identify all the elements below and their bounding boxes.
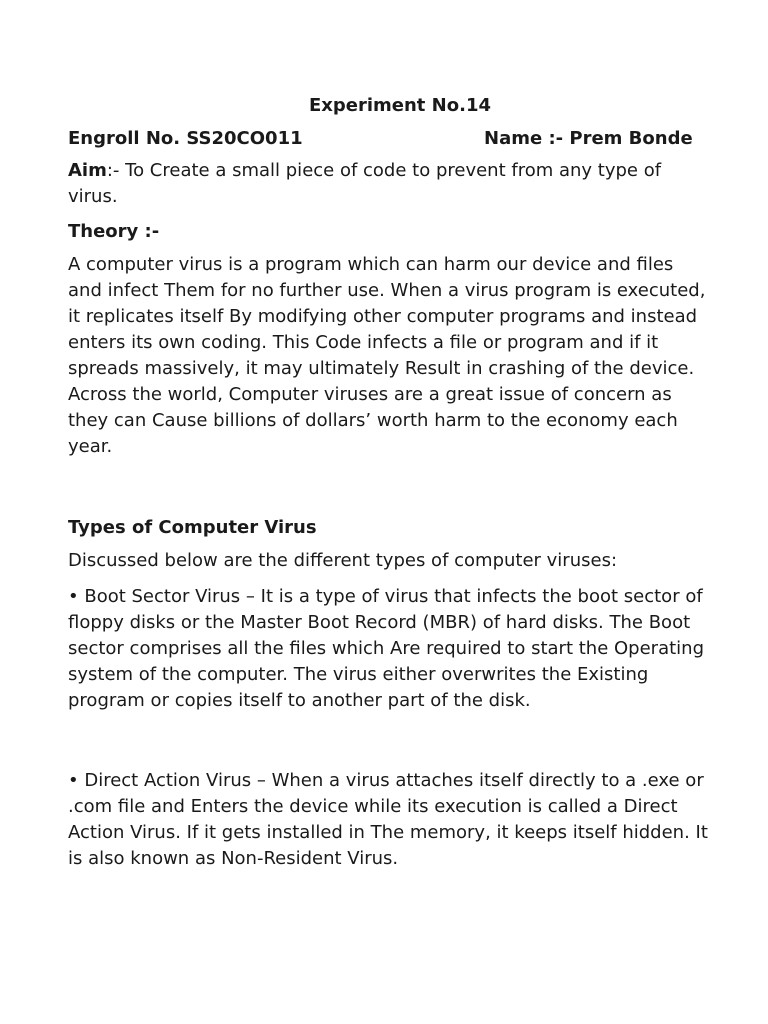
types-heading: Types of Computer Virus: [68, 517, 317, 538]
engroll-number: Engroll No. SS20CO011: [68, 128, 303, 149]
theory-heading: Theory :-: [68, 221, 160, 242]
bullet-direct-action: • Direct Action Virus – When a virus attaches itself directly to a .exe or .com file and Enters the device while its execution is called a Direct Action Virus. If it gets installed in The memory, it keeps itself hidden. It is also known as Non-Resident Virus.: [68, 770, 708, 869]
student-name: Name :- Prem Bonde: [484, 128, 693, 149]
document-page: [68, 92, 708, 872]
aim-text: :- To Create a small piece of code to prevent from any type of virus.: [68, 160, 662, 207]
bullet-boot-sector: • Boot Sector Virus – It is a type of virus that infects the boot sector of floppy disks or the Master Boot Record (MBR) of hard disks. The Boot sector comprises all the files which Are required to start the Operating system of the computer. The virus either overwrites the Existing program or copies itself to another part of the disk.: [68, 586, 704, 711]
experiment-title: Experiment No.14: [308, 95, 491, 116]
bullet-spacer: [68, 714, 708, 768]
aim-label: Aim: [68, 160, 107, 181]
student-info-row: [68, 125, 708, 153]
section-spacer: [68, 460, 708, 514]
theory-paragraph: A computer virus is a program which can harm our device and files and infect Them for no further use. When a virus program is executed, it replicates itself By modifying other computer programs and instead enters its own coding. This Code infects a file or program and if it spreads massively, it may ultimately Result in crashing of the device. Across the world, Computer viruses are a great issue of concern as they can Cause billions of dollars’ worth harm to the economy each year.: [68, 254, 706, 457]
types-intro: Discussed below are the different types of computer viruses:: [68, 550, 618, 571]
aim-paragraph: [68, 158, 708, 210]
